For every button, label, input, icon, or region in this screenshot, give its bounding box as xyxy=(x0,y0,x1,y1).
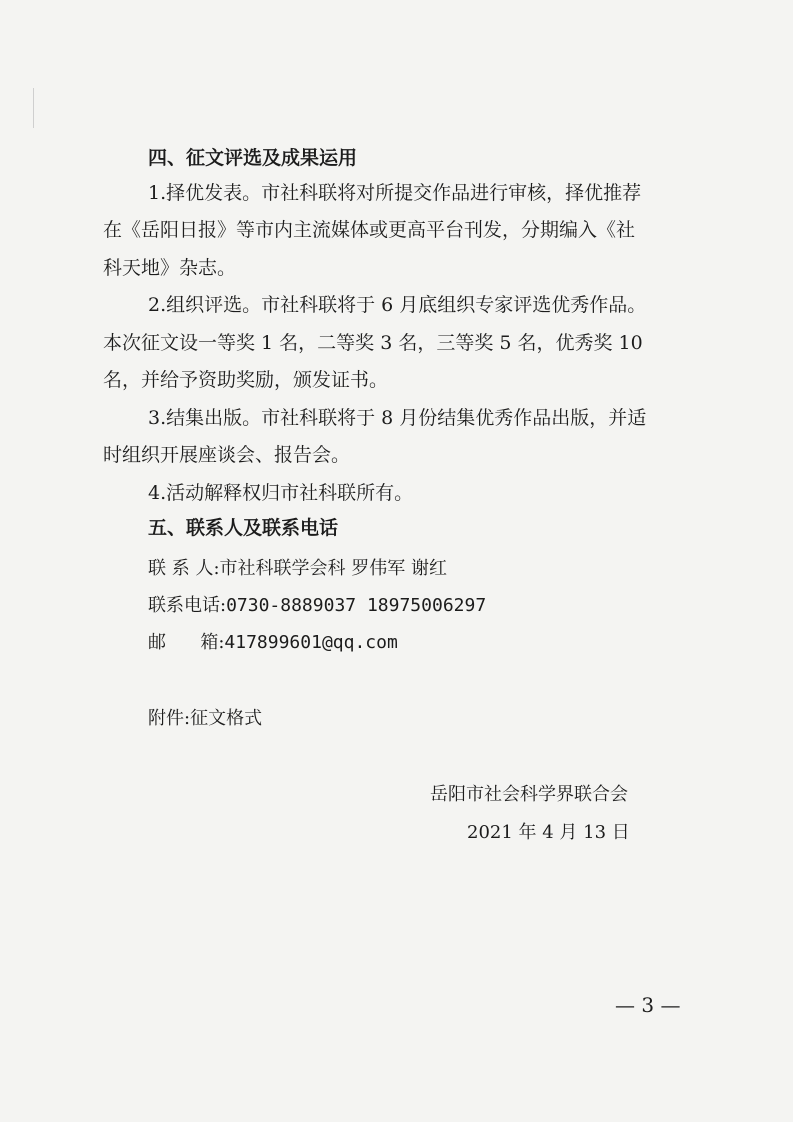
signature-org: 岳阳市社会科学界联合会 xyxy=(430,784,628,805)
item-2-line-2: 本次征文设一等奖 1 名，二等奖 3 名，三等奖 5 名，优秀奖 10 xyxy=(103,332,643,354)
contact-person-label: 联 系 人: xyxy=(148,558,220,579)
item-2-line-3: 名，并给予资助奖励，颁发证书。 xyxy=(103,369,389,391)
item-2-line-1: 2.组织评选。市社科联将于 6 月底组织专家评选优秀作品。 xyxy=(148,294,647,316)
scan-edge-mark xyxy=(33,88,34,128)
contact-email-value: 417899601@qq.com xyxy=(224,632,398,653)
item-1-line-3: 科天地》杂志。 xyxy=(103,257,237,279)
contact-email-label: 邮 箱: xyxy=(148,632,225,653)
item-1-line-1: 1.择优发表。市社科联将对所提交作品进行审核，择优推荐 xyxy=(148,182,642,204)
contact-phone-label: 联系电话: xyxy=(148,595,227,616)
item-4-line-1: 4.活动解释权归市社科联所有。 xyxy=(148,482,414,504)
signature-date: 2021 年 4 月 13 日 xyxy=(467,822,630,843)
attachment-note: 附件:征文格式 xyxy=(148,708,263,729)
item-1-line-2: 在《岳阳日报》等市内主流媒体或更高平台刊发，分期编入《社 xyxy=(103,219,636,241)
contact-person-value: 市社科联学会科 罗伟军 谢红 xyxy=(219,558,447,579)
page-number: — 3 — xyxy=(615,993,681,1017)
section-5-heading: 五、联系人及联系电话 xyxy=(148,517,339,539)
section-4-heading: 四、征文评选及成果运用 xyxy=(148,147,358,169)
contact-phone-value: 0730-8889037 18975006297 xyxy=(226,595,487,616)
contact-person-row xyxy=(148,556,447,582)
contact-email-row xyxy=(148,630,398,656)
contact-phone-row xyxy=(148,593,486,619)
item-3-line-2: 时组织开展座谈会、报告会。 xyxy=(103,444,351,466)
item-3-line-1: 3.结集出版。市社科联将于 8 月份结集优秀作品出版，并适 xyxy=(148,407,647,429)
